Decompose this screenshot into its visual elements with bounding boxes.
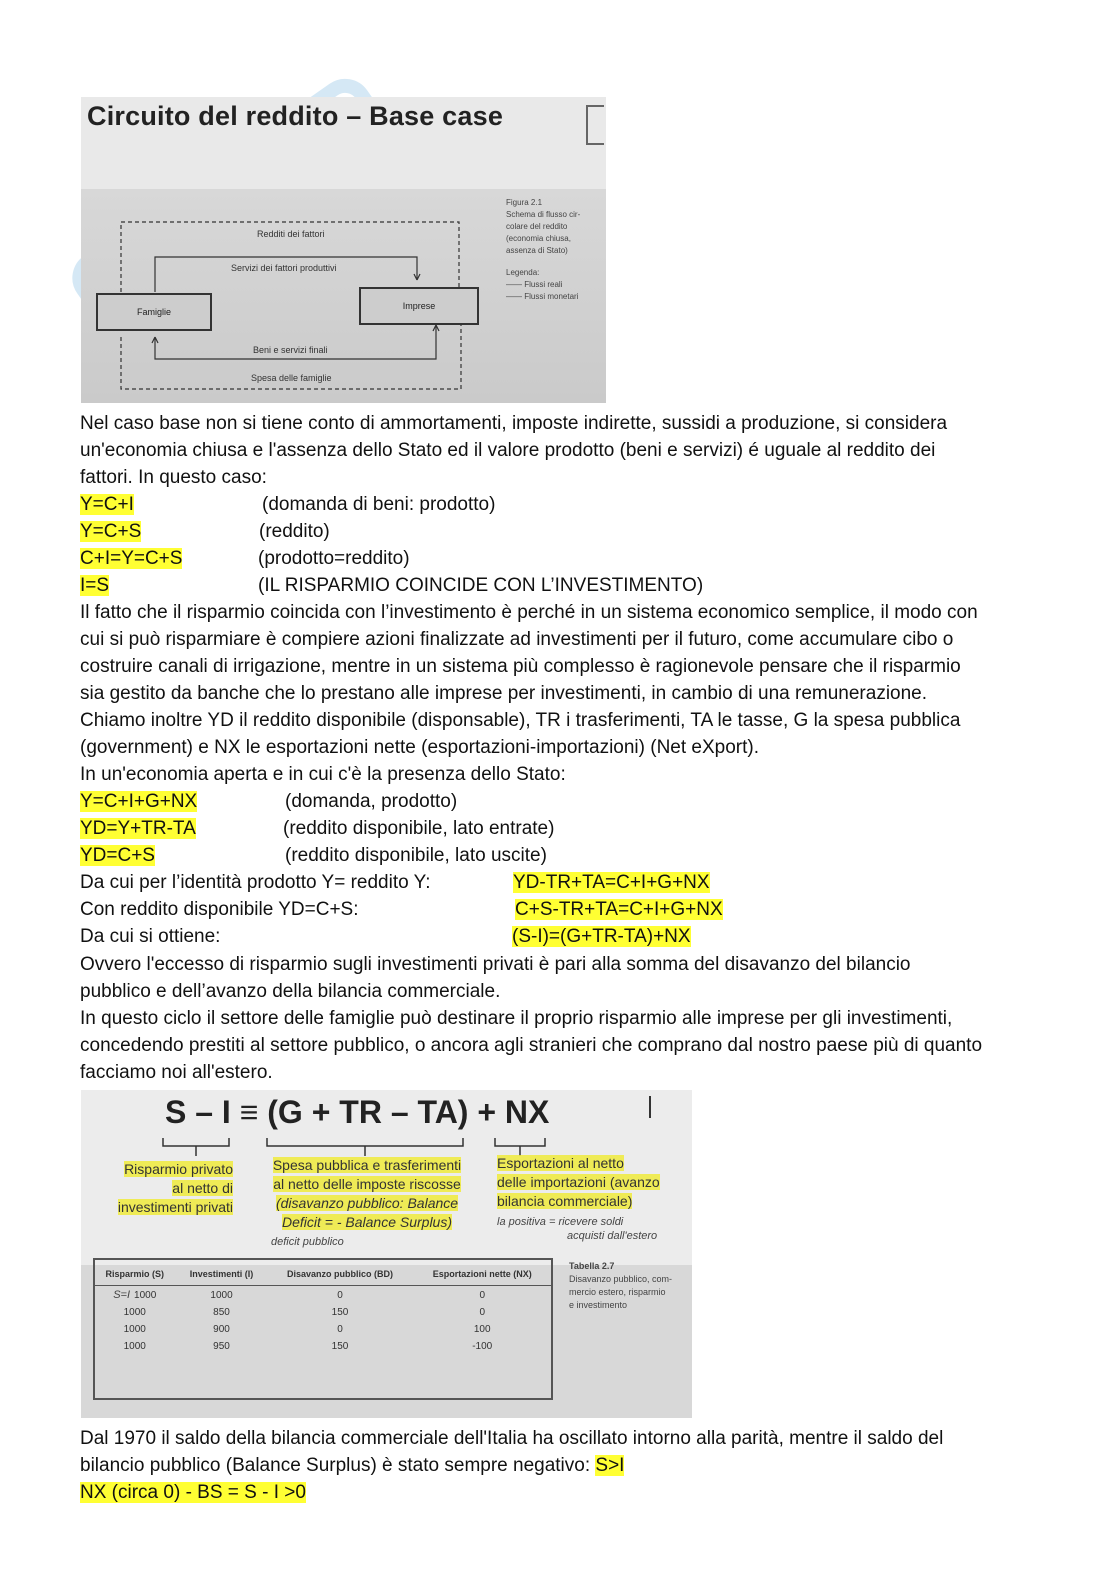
table-cell: 150 xyxy=(331,1307,349,1318)
table-cell: -100 xyxy=(472,1341,493,1352)
equation-note: (reddito) xyxy=(259,521,330,542)
table-row xyxy=(93,1286,551,1305)
table-caption: Tabella 2.7 Disavanzo pubblico, com- mercio estero, risparmio e investimento xyxy=(569,1261,673,1310)
equation-row xyxy=(80,572,109,599)
equation: Y=C+I+G+NX xyxy=(80,791,198,812)
table-cell: 0 xyxy=(337,1324,343,1335)
highlighted-text: S>I xyxy=(595,1455,625,1476)
paragraph-line: cui si può risparmiare è compiere azioni finalizzate ad investimenti per il futuro, come accumulare cibo o xyxy=(80,629,954,650)
equation-note: (domanda di beni: prodotto) xyxy=(262,494,496,515)
spesa-label: Spesa delle famiglie xyxy=(251,373,332,383)
equation-row xyxy=(80,815,196,842)
table-row xyxy=(93,1304,551,1321)
paragraph-line: Nel caso base non si tiene conto di ammortamenti, imposte indirette, sussidi a produzione, si considera xyxy=(80,413,948,434)
table-cell: 900 xyxy=(213,1324,230,1335)
table-cell: 100 xyxy=(473,1324,491,1335)
table-cell: 850 xyxy=(213,1307,230,1318)
equation-row xyxy=(80,1479,306,1506)
handwritten-note: deficit pubblico xyxy=(271,1236,344,1248)
note-esportazioni: Esportazioni al netto delle importazioni (avanzo bilancia commerciale) xyxy=(497,1155,660,1209)
equation-row xyxy=(80,545,182,572)
paragraph-line: Da cui si ottiene: xyxy=(80,926,221,947)
table-row xyxy=(93,1321,551,1338)
paragraph-line: un'economia chiusa e l'assenza dello Stato ed il valore prodotto (beni e servizi) é uguale al reddito dei xyxy=(80,440,936,461)
paragraph-line: Ovvero l'eccesso di risparmio sugli investimenti privati è pari alla somma del disavanzo del bilancio xyxy=(80,954,911,975)
paragraph-line: pubblico e dell’avanzo della bilancia commerciale. xyxy=(80,981,501,1002)
table-cell: 1000 xyxy=(123,1307,146,1318)
table-cell: 0 xyxy=(479,1289,485,1301)
equation: Y=C+S xyxy=(80,521,142,542)
note-risparmio: Risparmio privato al netto di investimenti privati xyxy=(117,1161,233,1215)
identity-table-photo xyxy=(81,1090,692,1418)
equation-row xyxy=(80,788,197,815)
paragraph-line: In questo ciclo il settore delle famiglie può destinare il proprio risparmio alle imprese per gli investimenti, xyxy=(80,1008,953,1029)
equation-row xyxy=(80,842,155,869)
paragraph-line: concedendo prestiti al settore pubblico, o ancora agli stranieri che comprano dal nostro paese più di quanto xyxy=(80,1035,983,1056)
handwritten-note: la positiva = ricevere soldi xyxy=(497,1216,624,1228)
paragraph-line: Da cui per l’identità prodotto Y= reddito Y: xyxy=(80,872,431,893)
redditi-label: Redditi dei fattori xyxy=(257,229,325,239)
equation-row xyxy=(515,896,723,923)
servizi-label: Servizi dei fattori produttivi xyxy=(231,263,337,273)
paragraph-line: fattori. In questo caso: xyxy=(80,467,267,488)
equation: YD-TR+TA=C+I+G+NX xyxy=(513,872,710,893)
column-header: Disavanzo pubblico (BD) xyxy=(267,1263,414,1286)
paragraph-line: In un'economia aperta e in cui c'è la presenza dello Stato: xyxy=(80,764,566,785)
figure-caption: Figura 2.1 Schema di flusso cir- colare del reddito (economia chiusa, assenza di Stato) Legenda: —— Flussi reali —— Flussi monetari xyxy=(506,198,581,301)
data-table xyxy=(93,1263,551,1355)
column-header: Risparmio (S) xyxy=(93,1263,176,1286)
equation: YD=Y+TR-TA xyxy=(80,818,196,839)
table-cell: 950 xyxy=(213,1341,230,1352)
table-cell: 0 xyxy=(337,1289,343,1301)
slide-title: Circuito del reddito – Base case xyxy=(87,101,504,131)
equation: YD=C+S xyxy=(80,845,155,866)
imprese-box: Imprese xyxy=(359,287,479,325)
equation: C+S-TR+TA=C+I+G+NX xyxy=(515,899,723,920)
paragraph-line: Il fatto che il risparmio coincida con l’investimento è perché in un sistema economico semplice, il modo con xyxy=(80,602,978,623)
equation: I=S xyxy=(80,575,110,596)
equation-note: (reddito disponibile, lato entrate) xyxy=(283,818,555,839)
famiglie-box: Famiglie xyxy=(96,293,212,331)
equation-note: (prodotto=reddito) xyxy=(258,548,410,569)
paragraph-line: Chiamo inoltre YD il reddito disponibile (disponsable), TR i trasferimenti, TA le tasse, G la spesa pubblica xyxy=(80,710,961,731)
equation-row xyxy=(512,923,691,950)
table-row xyxy=(93,1338,551,1355)
circuit-diagram-photo xyxy=(81,97,606,403)
table-cell: S=I 1000 xyxy=(113,1289,157,1301)
equation-row xyxy=(80,491,134,518)
equation: NX (circa 0) - BS = S - I >0 xyxy=(80,1482,306,1503)
paragraph-line: costruire canali di irrigazione, mentre in un sistema più complesso è ragionevole pensare che il risparmio xyxy=(80,656,961,677)
beni-label: Beni e servizi finali xyxy=(253,345,328,355)
paragraph-line: facciamo noi all'estero. xyxy=(80,1062,273,1083)
equation-note: (IL RISPARMIO COINCIDE CON L’INVESTIMENTO) xyxy=(258,575,704,596)
equation-note: (domanda, prodotto) xyxy=(285,791,458,812)
equation-row xyxy=(513,869,710,896)
paragraph-line: Dal 1970 il saldo della bilancia commerciale dell'Italia ha oscillato intorno alla parità, mentre il saldo del xyxy=(80,1428,944,1449)
column-header: Investimenti (I) xyxy=(176,1263,266,1286)
equation: Y=C+I xyxy=(80,494,134,515)
note-spesa-pubblica: Spesa pubblica e trasferimenti al netto delle imposte riscosse (disavanzo pubblico: Balance Deficit = - Balance Surplus) xyxy=(272,1157,462,1230)
table-cell: 1000 xyxy=(123,1324,146,1335)
column-header: Esportazioni nette (NX) xyxy=(413,1263,551,1286)
paragraph-line: bilancio pubblico (Balance Surplus) è stato sempre negativo: S>I xyxy=(80,1455,625,1476)
table-cell: 150 xyxy=(331,1341,349,1352)
identity-formula: S – I ≡ (G + TR – TA) + NX xyxy=(165,1094,550,1130)
equation-row xyxy=(80,518,141,545)
equation: C+I=Y=C+S xyxy=(80,548,183,569)
equation-note: (reddito disponibile, lato uscite) xyxy=(285,845,547,866)
table-cell: 1000 xyxy=(210,1289,233,1301)
table-header-row xyxy=(93,1263,551,1286)
equation: (S-I)=(G+TR-TA)+NX xyxy=(512,926,691,947)
table-cell: 1000 xyxy=(123,1341,146,1352)
handwritten-note: acquisti dall'estero xyxy=(567,1230,658,1242)
paragraph-line: sia gestito da banche che lo prestano alle imprese per investimenti, in cambio di una remunerazione. xyxy=(80,683,928,704)
paragraph-line: (government) e NX le esportazioni nette (esportazioni-importazioni) (Net eXport). xyxy=(80,737,760,758)
table-cell: 0 xyxy=(479,1307,485,1318)
paragraph-line: Con reddito disponibile YD=C+S: xyxy=(80,899,359,920)
